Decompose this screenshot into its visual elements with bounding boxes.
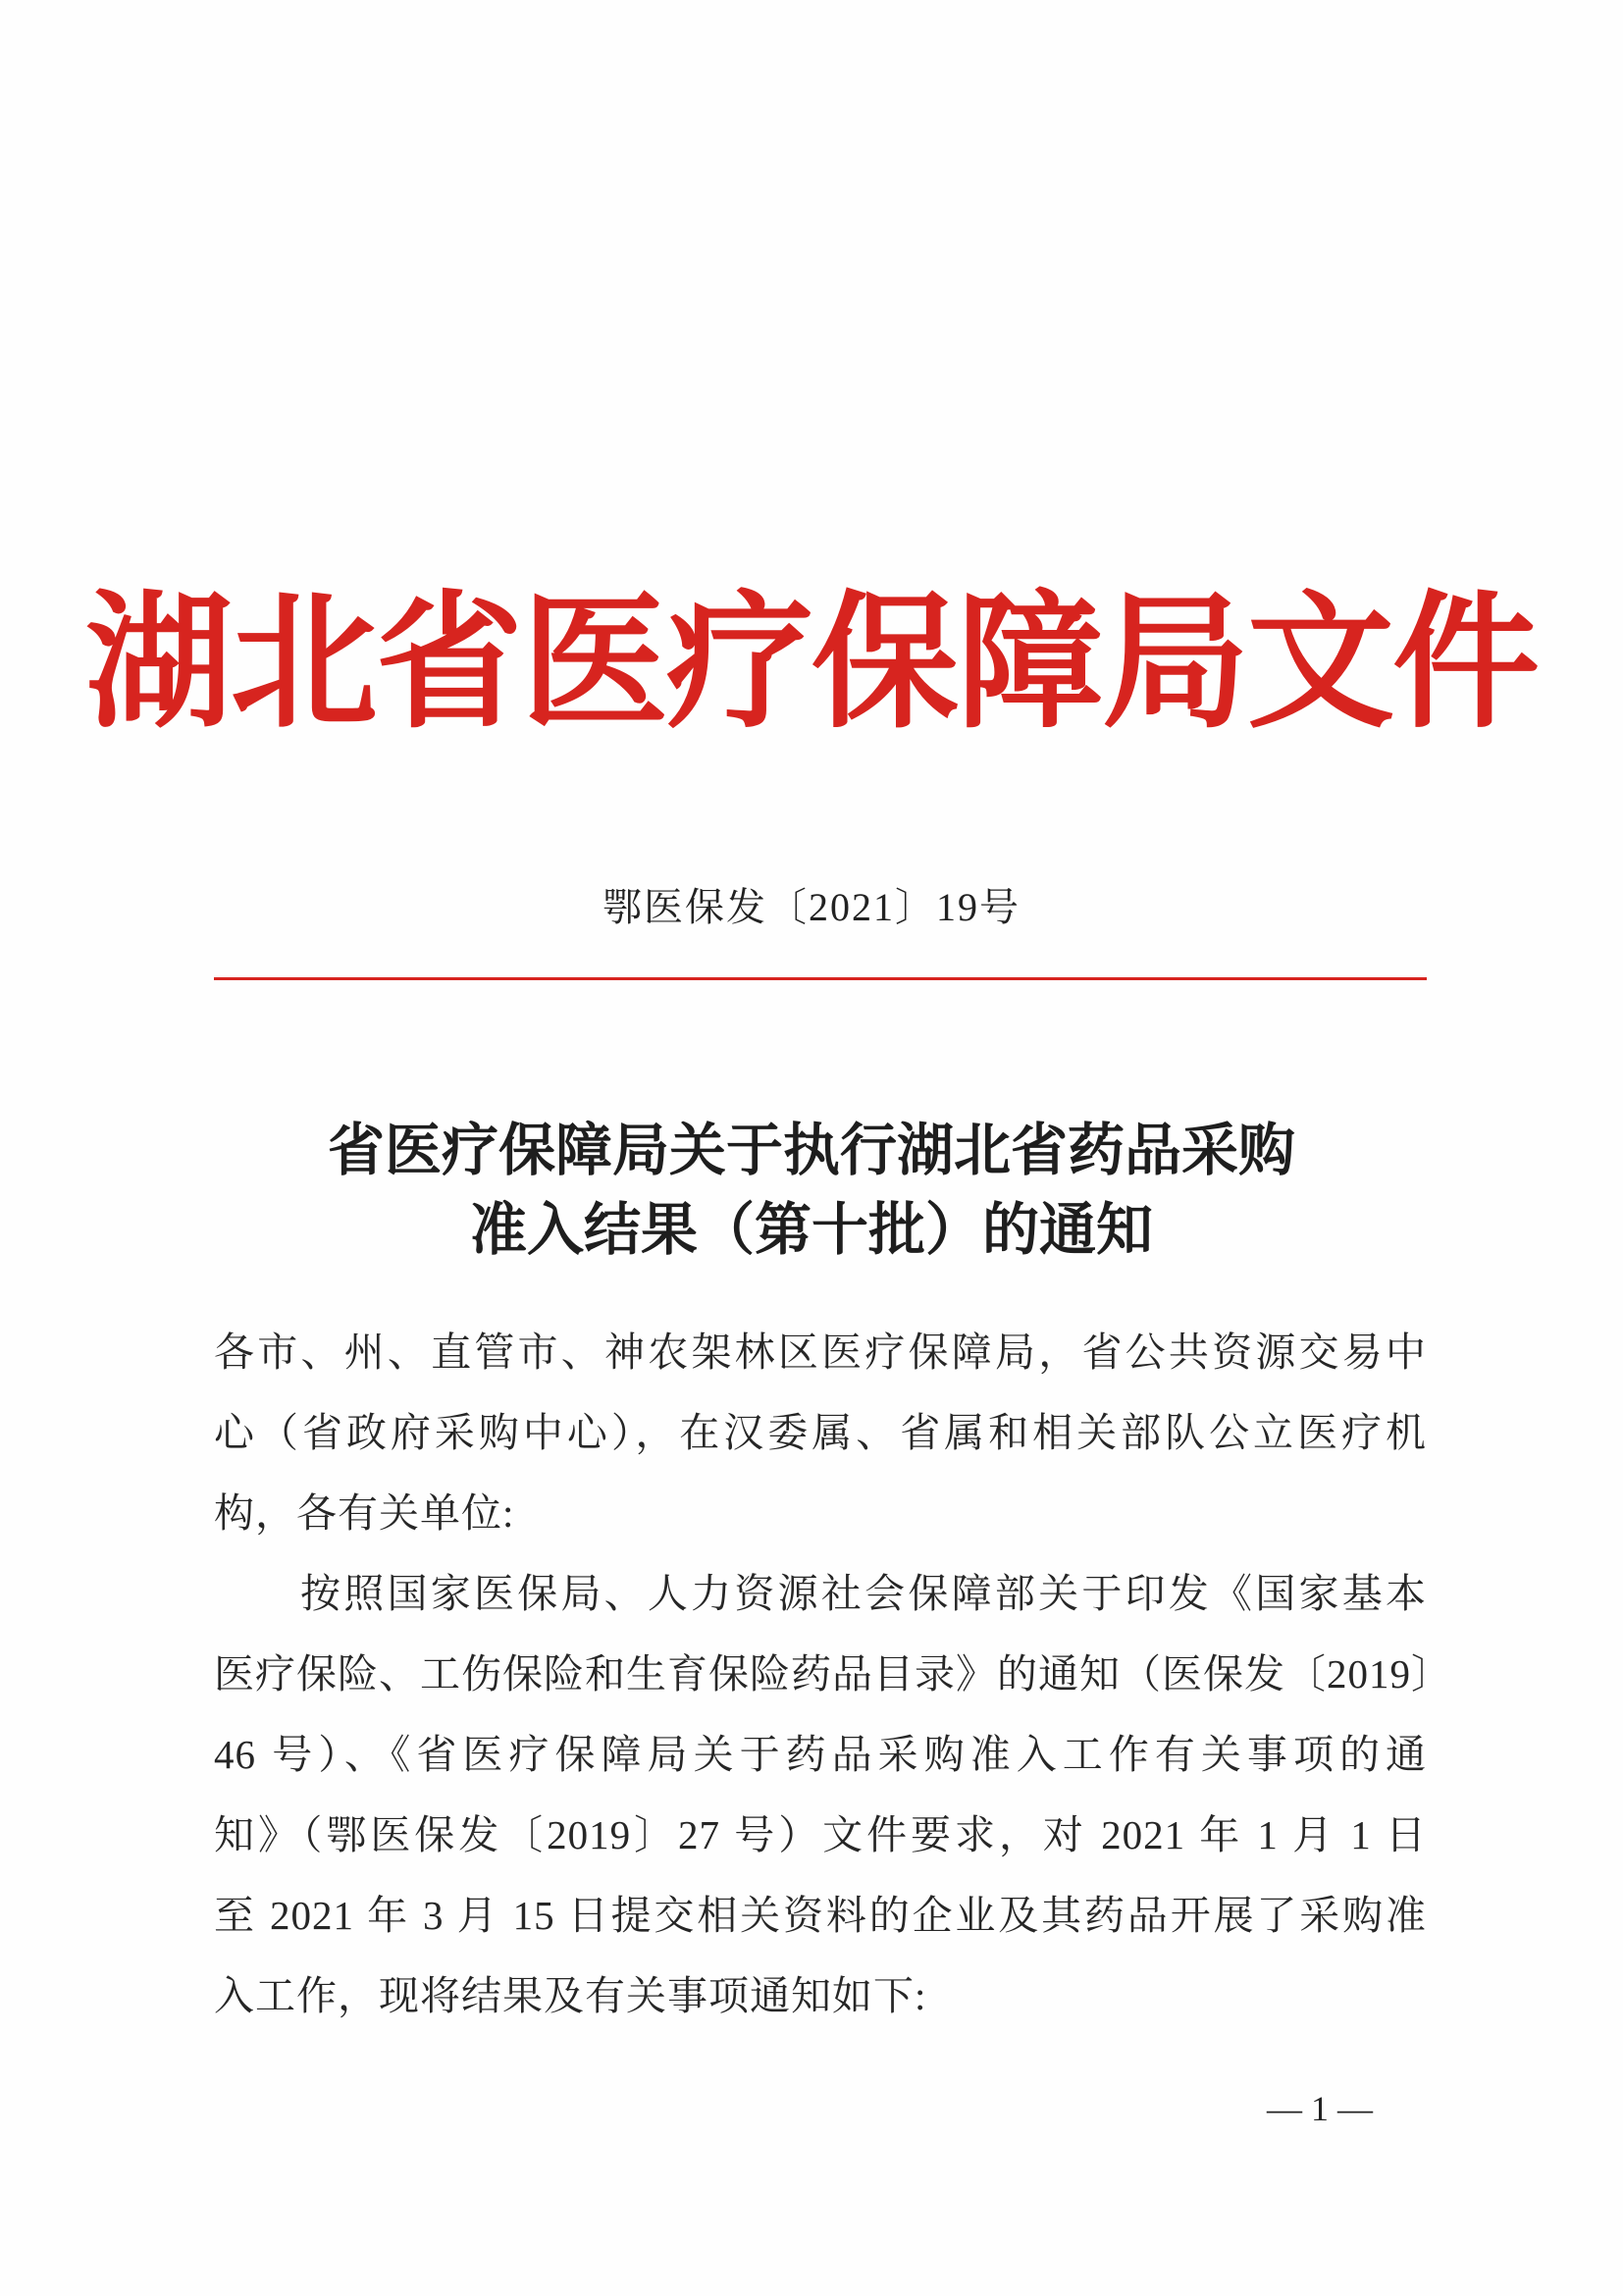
red-divider-line — [214, 977, 1427, 980]
body-line: 各市、州、直管市、神农架林区医疗保障局，省公共资源交易中 — [214, 1330, 1427, 1375]
body-line: 至 2021 年 3 月 15 日提交相关资料的企业及其药品开展了采购准 — [214, 1893, 1427, 1938]
body-line: 构，各有关单位: — [214, 1490, 515, 1536]
body-line: 入工作，现将结果及有关事项通知如下: — [214, 1973, 927, 2018]
body-line: 按照国家医保局、人力资源社会保障部关于印发《国家基本 — [300, 1571, 1427, 1616]
body-line: 心（省政府采购中心），在汉委属、省属和相关部队公立医疗机 — [214, 1410, 1427, 1455]
masthead-title: 湖北省医疗保障局文件 — [84, 576, 1538, 749]
body-line: 46 号）、《省医疗保障局关于药品采购准入工作有关事项的通 — [214, 1732, 1427, 1777]
body-line: 医疗保险、工伤保险和生育保险药品目录》的通知（医保发〔2019〕 — [214, 1651, 1452, 1696]
document-number: 鄂医保发〔2021〕19号 — [602, 885, 1021, 929]
page-number: — 1 — — [1267, 2089, 1373, 2128]
notice-title-line-2: 准入结果（第十批）的通知 — [469, 1196, 1153, 1263]
notice-title-line-1: 省医疗保障局关于执行湖北省药品采购 — [327, 1117, 1295, 1183]
body-line: 知》（鄂医保发〔2019〕27 号）文件要求，对 2021 年 1 月 1 日 — [214, 1812, 1427, 1857]
